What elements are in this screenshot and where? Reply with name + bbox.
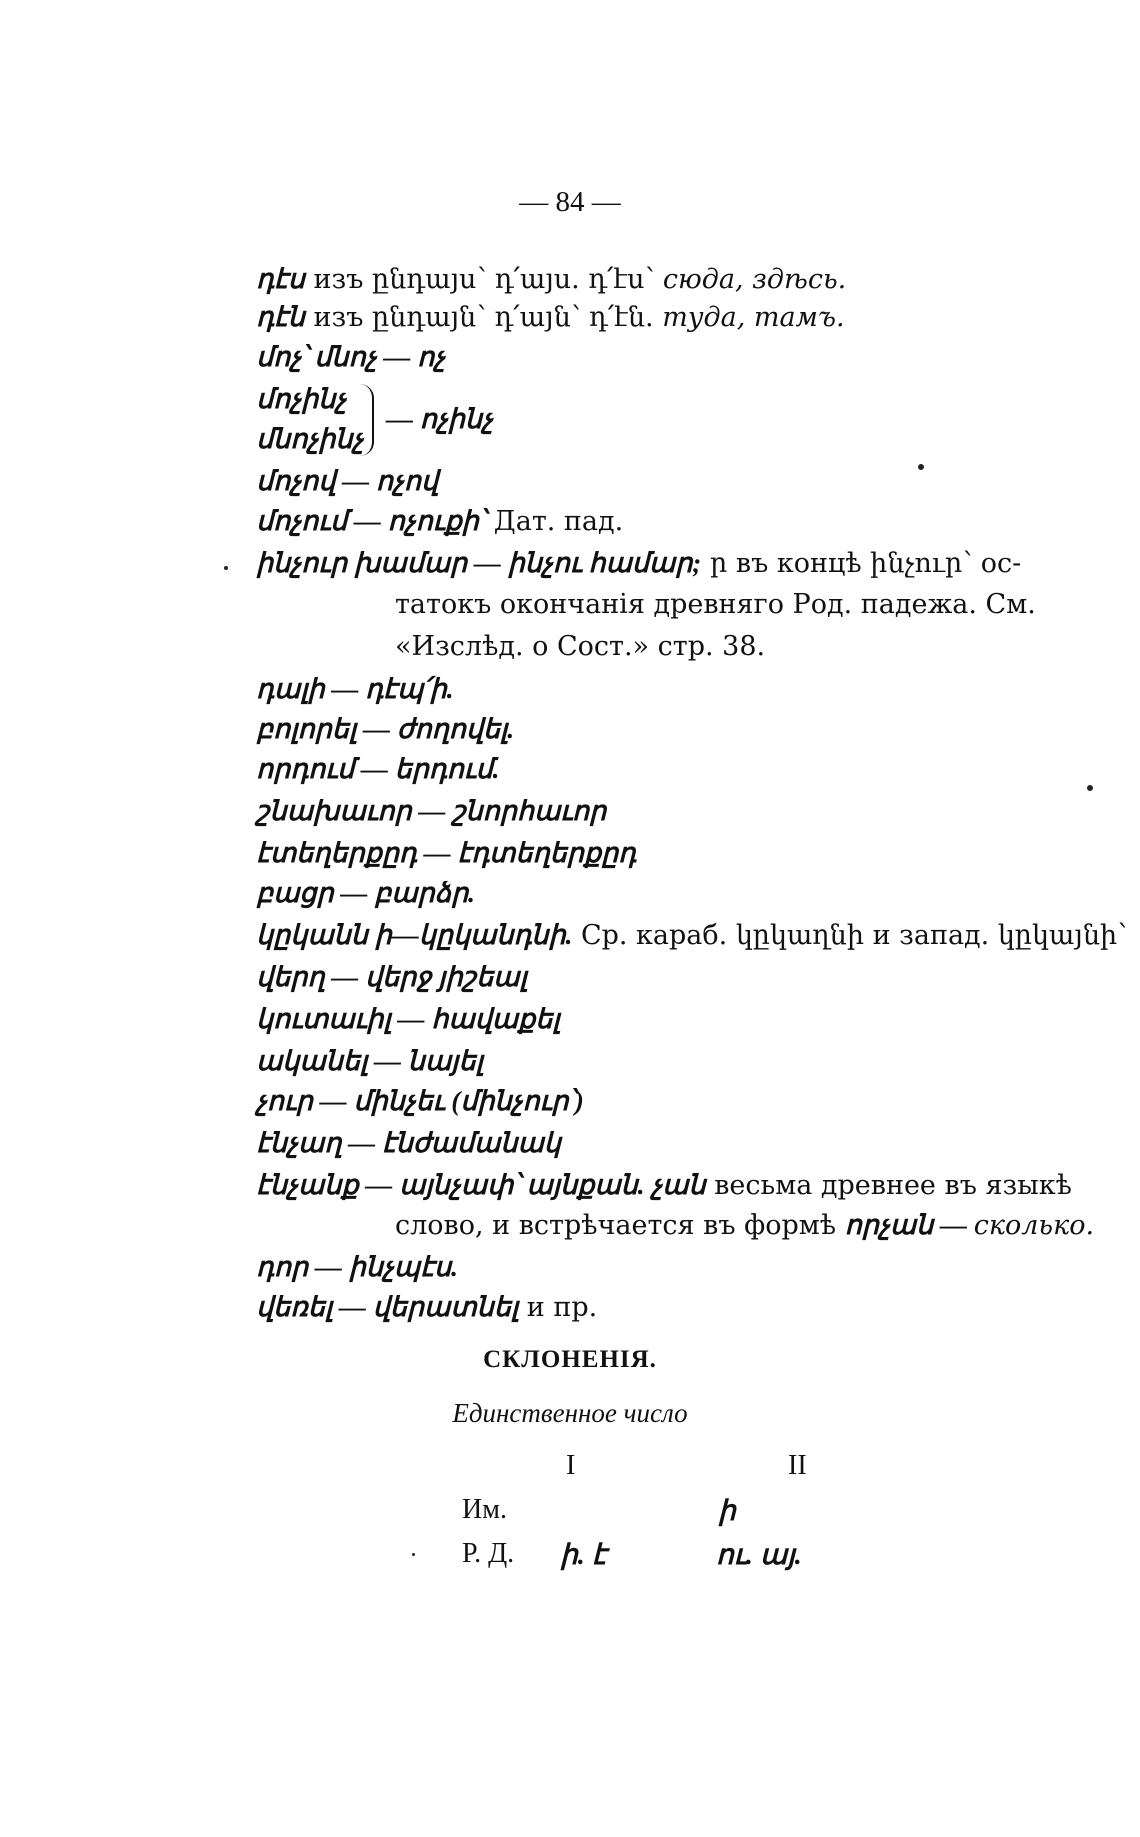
gloss-italic: сюда, здѣсь.: [662, 264, 847, 295]
entry-line: [256, 546, 1021, 581]
entry-line: [256, 876, 475, 911]
armenian-term: շնախաւոր — շնորհաւոր: [256, 796, 607, 826]
armenian-term: ականել — նայել: [256, 1046, 483, 1076]
armenian-term: կուտաւիլ — հավաքել: [256, 1004, 560, 1034]
entry-line: [256, 1168, 1072, 1203]
section-heading: СКЛОНЕНІЯ.: [483, 1346, 657, 1373]
gloss-text: изъ ընդայն՝ դ՛այն՝ դ՛էն.: [304, 302, 663, 333]
gloss-text: и пр.: [518, 1292, 598, 1323]
entry-line: [256, 1002, 560, 1037]
ink-speck: [224, 566, 228, 570]
brace-term-top: մոչինչ: [256, 384, 347, 414]
entry-line: [256, 340, 445, 375]
ink-speck: [918, 464, 924, 470]
continuation-line: «Изслѣд. о Сост.» стр. 38.: [395, 631, 766, 662]
declension-cell: ու. այ.: [716, 1540, 802, 1571]
entry-line: [256, 300, 845, 335]
entry-line: [256, 262, 846, 297]
armenian-term: բացր — բարձր.: [256, 878, 475, 908]
ink-speck: [412, 1553, 415, 1556]
armenian-term: բոլորել — ժողովել.: [256, 714, 515, 744]
entry-line: [256, 1084, 584, 1119]
armenian-term: վեռել — վերատնել: [256, 1292, 519, 1322]
armenian-term: մոչ՝ մնոչ — ոչ: [256, 342, 446, 372]
declension-row-label: Р. Д.: [462, 1538, 515, 1569]
ink-speck: [1087, 785, 1093, 791]
declension-cell: ի. է: [560, 1540, 607, 1571]
entry-line: [256, 836, 636, 871]
entry-line: [256, 1290, 597, 1325]
entry-line: [256, 504, 623, 539]
declension-col-2-header: II: [788, 1450, 807, 1481]
armenian-term: դալի — դէպ՛ի.: [256, 674, 454, 704]
gloss-text: Ср. караб. կըկաղնի и запад. կըկայնի՝: [572, 920, 1128, 951]
declension-col-1-header: I: [566, 1450, 576, 1481]
gloss-italic: сколько.: [973, 1210, 1095, 1241]
armenian-term: որչան —: [844, 1210, 974, 1240]
section-subheading: Единственное число: [452, 1398, 688, 1428]
gloss-text: слово, и встрѣчается въ формѣ: [395, 1210, 845, 1241]
gloss-text: весьма древнее въ языкѣ: [705, 1170, 1072, 1201]
entry-line: [256, 918, 1127, 953]
armenian-term: էնչանք — այնչափ՝ այնքան. չան: [256, 1170, 706, 1200]
continuation-line: [395, 1208, 1094, 1243]
brace-term-bottom: մնոչինչ: [256, 424, 364, 454]
entry-line: [256, 1250, 458, 1285]
entry-line: [256, 960, 527, 995]
armenian-term: չուր — մինչեւ (մինչուր՝): [256, 1086, 584, 1116]
armenian-term: կըկանն ի—կըկանդնի.: [256, 920, 573, 950]
armenian-term: մոչով — ոչով: [256, 466, 439, 496]
entry-line: [256, 464, 438, 499]
armenian-term: դէս: [256, 264, 305, 294]
brace-target: — ոչինչ: [386, 404, 493, 434]
armenian-term: դոր — ինչպէս.: [256, 1252, 458, 1282]
armenian-term: որդում — երդում.: [256, 754, 500, 784]
armenian-term: էտեղերքըդ — էդտեղերքըդ: [256, 838, 637, 868]
curly-brace: [358, 384, 374, 456]
entry-line: [256, 752, 499, 787]
entry-line: [256, 672, 453, 707]
entry-line: [256, 1126, 561, 1161]
armenian-term: վերղ — վերջ յիշեալ: [256, 962, 527, 992]
gloss-text: ր въ концѣ ինչուր՝ ос-: [701, 548, 1022, 579]
declension-row-label: Им.: [462, 1494, 507, 1525]
continuation-line: татокъ окончанія древняго Род. падежа. См.: [395, 589, 1036, 620]
armenian-term: էնչաղ — էնժամանակ: [256, 1128, 561, 1158]
entry-line: [256, 794, 606, 829]
entry-line: [256, 1044, 483, 1079]
gloss-text: Дат. пад.: [485, 506, 624, 537]
armenian-term: դէն: [256, 302, 305, 332]
armenian-term: ինչուր խամար — ինչու համար;: [256, 548, 702, 578]
declension-cell: ի: [718, 1496, 736, 1527]
entry-line: [256, 712, 514, 747]
gloss-text: изъ ընդայս՝ դ՛այս. դ՛էս՝: [304, 264, 663, 295]
page-number: — 84 —: [519, 186, 621, 218]
armenian-term: մոչում — ոչուքի՝: [256, 506, 486, 536]
gloss-italic: туда, тамъ.: [662, 302, 845, 333]
